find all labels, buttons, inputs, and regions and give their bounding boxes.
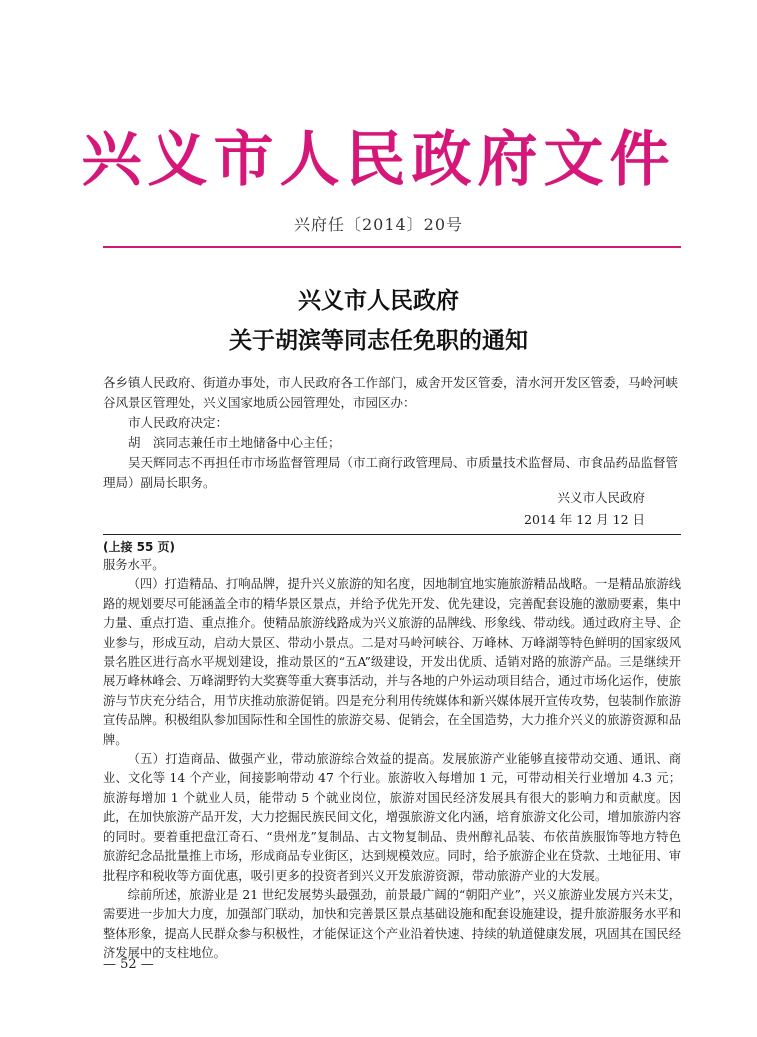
notice-title-line1: 兴义市人民政府	[298, 287, 459, 314]
notice-removal: 吴天辉同志不再担任市市场监督管理局（市工商行政管理局、市质量技术监督局、市食品药品监督管理局）副局长职务。	[103, 455, 679, 490]
notice-signature	[524, 487, 645, 531]
notice-recipients: 各乡镇人民政府、街道办事处，市人民政府各工作部门，威舍开发区管委，清水河开发区管委，马岭河峡谷风景区管理处，兴义国家地质公园管理处，市园区办：	[103, 375, 679, 410]
document-masthead: 兴义市人民政府文件	[81, 125, 676, 195]
continuation-paragraph: 服务水平。	[103, 558, 165, 572]
notice-decision-lead: 市人民政府决定：	[128, 415, 229, 430]
header-divider	[103, 246, 681, 248]
notice-issuer: 兴义市人民政府	[557, 490, 645, 505]
section-divider	[103, 534, 681, 535]
continuation-text	[103, 556, 681, 964]
continuation-paragraph: （五）打造商品、做强产业，带动旅游综合效益的提高。发展旅游产业能够直接带动交通、通讯、商业、文化等 14 个产业，间接影响带动 47 个行业。旅游收入每增加 1 元，可带动相关行业增加 4.3 元；旅游每增加 1 个就业人员，能带动 5 个就业岗位，旅游对国民经济发展具有很大的影响力和贡献度。因此，在加快旅游产品开发，大力挖掘民族民间文化，增强旅游文化内涵，培育旅游文化公司，增加旅游内容的同时。要着重把盘江奇石、“贵州龙”复制品、古文物复制品、贵州醇礼品装、布依苗族服饰等地方特色旅游纪念品批量推上市场，形成商品专业街区，达到规模效应。同时，给予旅游企业在贷款、土地征用、审批程序和税收等方面优惠，吸引更多的投资者到兴义开发旅游资源，带动旅游产业的大发展。	[103, 752, 681, 883]
page-number: — 52 —	[103, 957, 154, 972]
continuation-label: (上接 55 页)	[103, 540, 176, 554]
continuation-paragraph: （四）打造精品、打响品牌，提升兴义旅游的知名度，因地制宜地实施旅游精品战略。一是精品旅游线路的规划要尽可能涵盖全市的精华景区景点，并给予优先开发、优先建设，完善配套设施的激励要素，集中力量、重点打造、重点推介。使精品旅游线路成为兴义旅游的品牌线、形象线、带动线。通过政府主导、企业参与，形成互动，启动大景区、带动小景点。二是对马岭河峡谷、万峰林、万峰湖等特色鲜明的国家级风景名胜区进行高水平规划建设，推动景区的“五A”级建设，开发出优质、适销对路的旅游产品。三是继续开展万峰林峰会、万峰湖野钓大奖赛等重大赛事活动，并与各地的户外运动项目结合，通过市场化运作，使旅游与节庆充分结合，用节庆推动旅游促销。四是充分利用传统媒体和新兴媒体展开宣传攻势，包装制作旅游宣传品牌。积极组队参加国际性和全国性的旅游交易、促销会，在全国造势，大力推介兴义的旅游资源和品牌。	[103, 577, 681, 747]
continuation-paragraph: 综前所述，旅游业是 21 世纪发展势头最强劲，前景最广阔的“朝阳产业”，兴义旅游业发展方兴未艾，需要进一步加大力度，加强部门联动，加快和完善景区景点基础设施和配套设施建设，提升旅游服务水平和整体形象，提高人民群众参与积极性，才能保证这个产业沿着快速、持续的轨道健康发展，巩固其在国民经济发展中的支柱地位。	[103, 887, 681, 961]
notice-date: 2014 年 12 月 12 日	[524, 512, 645, 527]
document-number: 兴府任〔2014〕20号	[293, 215, 464, 234]
notice-appointment: 胡 滨同志兼任市土地储备中心主任；	[128, 435, 341, 450]
notice-body	[103, 373, 681, 493]
notice-title-line2: 关于胡滨等同志任免职的通知	[229, 327, 528, 354]
